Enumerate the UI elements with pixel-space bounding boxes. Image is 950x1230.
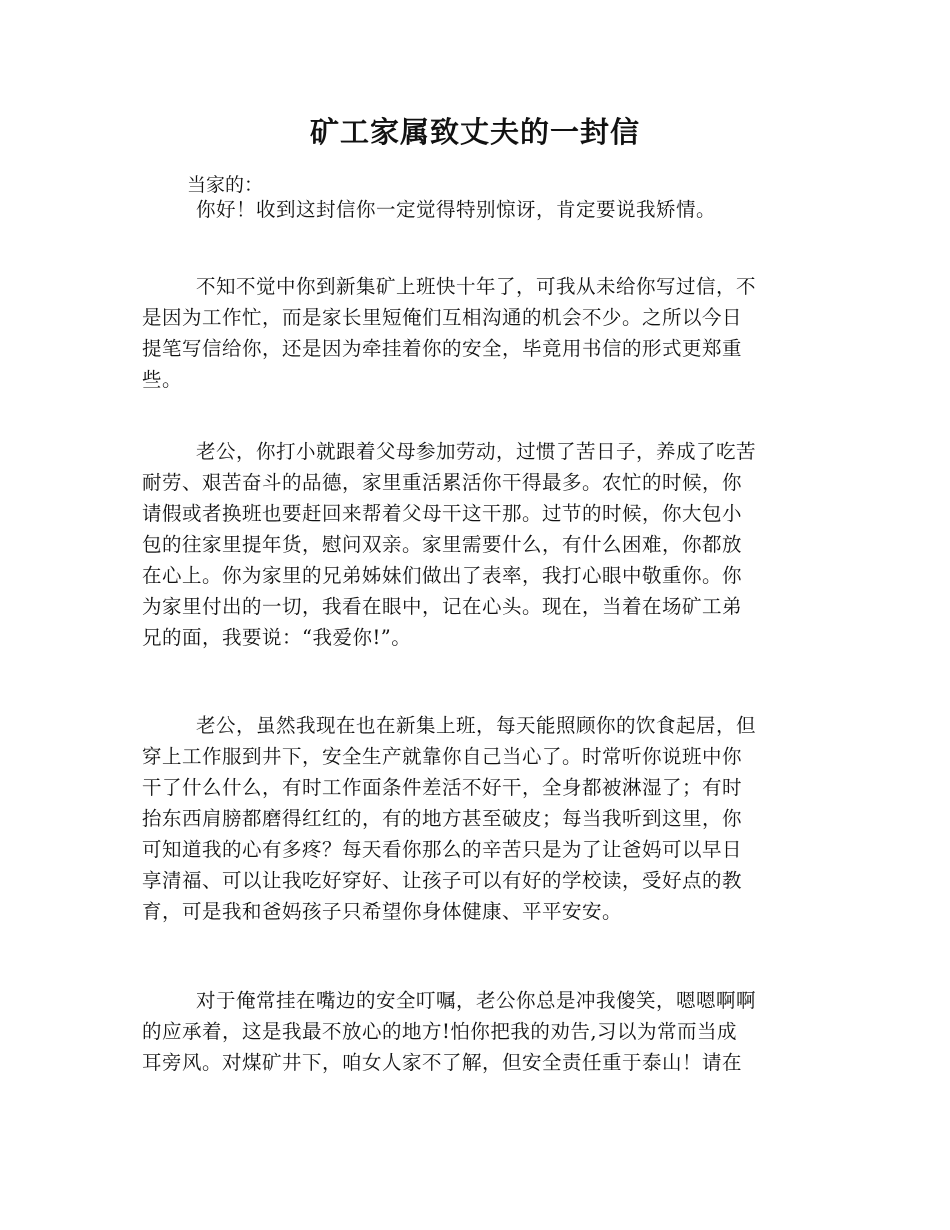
text-line: 穿上工作服到井下，安全生产就靠你自己当心了。时常听你说班中你 xyxy=(142,745,743,768)
paragraph-1 xyxy=(142,271,805,395)
text-line: 抬东西肩膀都磨得红红的，有的地方甚至破皮；每当我听到这里，你 xyxy=(142,807,743,830)
text-line: 提笔写信给你，还是因为牵挂着你的安全，毕竟用书信的形式更郑重 xyxy=(142,337,743,360)
text-line: 干了什么什么，有时工作面条件差活不好干，全身都被淋湿了；有时 xyxy=(142,776,743,799)
text-line: 你好！收到这封信你一定觉得特别惊讶，肯定要说我矫情。 xyxy=(196,198,717,221)
text-line: 些。 xyxy=(142,368,183,391)
page-title: 矿工家属致丈夫的一封信 xyxy=(309,115,640,149)
text-line: 的应承着，这是我最不放心的地方!怕你把我的劝告,习以为常而当成 xyxy=(142,1020,738,1043)
paragraph-3 xyxy=(142,710,805,927)
text-line: 可知道我的心有多疼？每天看你那么的辛苦只是为了让爸妈可以早日 xyxy=(142,838,743,861)
text-line: 育，可是我和爸妈孩子只希望你身体健康、平平安安。 xyxy=(142,900,623,923)
paragraph-4 xyxy=(142,985,805,1078)
text-line: 耐劳、艰苦奋斗的品德，家里重活累活你干得最多。农忙的时候，你 xyxy=(142,471,743,494)
text-line: 不知不觉中你到新集矿上班快十年了，可我从未给你写过信，不 xyxy=(196,275,757,298)
text-line: 老公，虽然我现在也在新集上班，每天能照顾你的饮食起居，但 xyxy=(196,714,757,737)
paragraph-2 xyxy=(142,436,805,653)
text-line: 老公，你打小就跟着父母参加劳动，过惯了苦日子，养成了吃苦 xyxy=(196,440,757,463)
text-line: 包的往家里提年货，慰问双亲。家里需要什么，有什么困难，你都放 xyxy=(142,533,743,556)
text-line: 对于俺常挂在嘴边的安全叮嘱，老公你总是冲我傻笑，嗯嗯啊啊 xyxy=(196,989,757,1012)
salutation: 当家的： xyxy=(187,174,264,196)
text-line: 在心上。你为家里的兄弟姊妹们做出了表率，我打心眼中敬重你。你 xyxy=(142,564,743,587)
paragraph-greeting xyxy=(142,194,805,225)
text-line: 享清福、可以让我吃好穿好、让孩子可以有好的学校读，受好点的教 xyxy=(142,869,743,892)
text-line: 请假或者换班也要赶回来帮着父母干这干那。过节的时候，你大包小 xyxy=(142,502,743,525)
text-line: 是因为工作忙，而是家长里短俺们互相沟通的机会不少。之所以今日 xyxy=(142,306,743,329)
text-line: 为家里付出的一切，我看在眼中，记在心头。现在，当着在场矿工弟 xyxy=(142,595,743,618)
text-line: 耳旁风。对煤矿井下，咱女人家不了解，但安全责任重于泰山！请在 xyxy=(142,1051,743,1074)
text-line: 兄的面，我要说：“我爱你!”。 xyxy=(142,626,412,649)
